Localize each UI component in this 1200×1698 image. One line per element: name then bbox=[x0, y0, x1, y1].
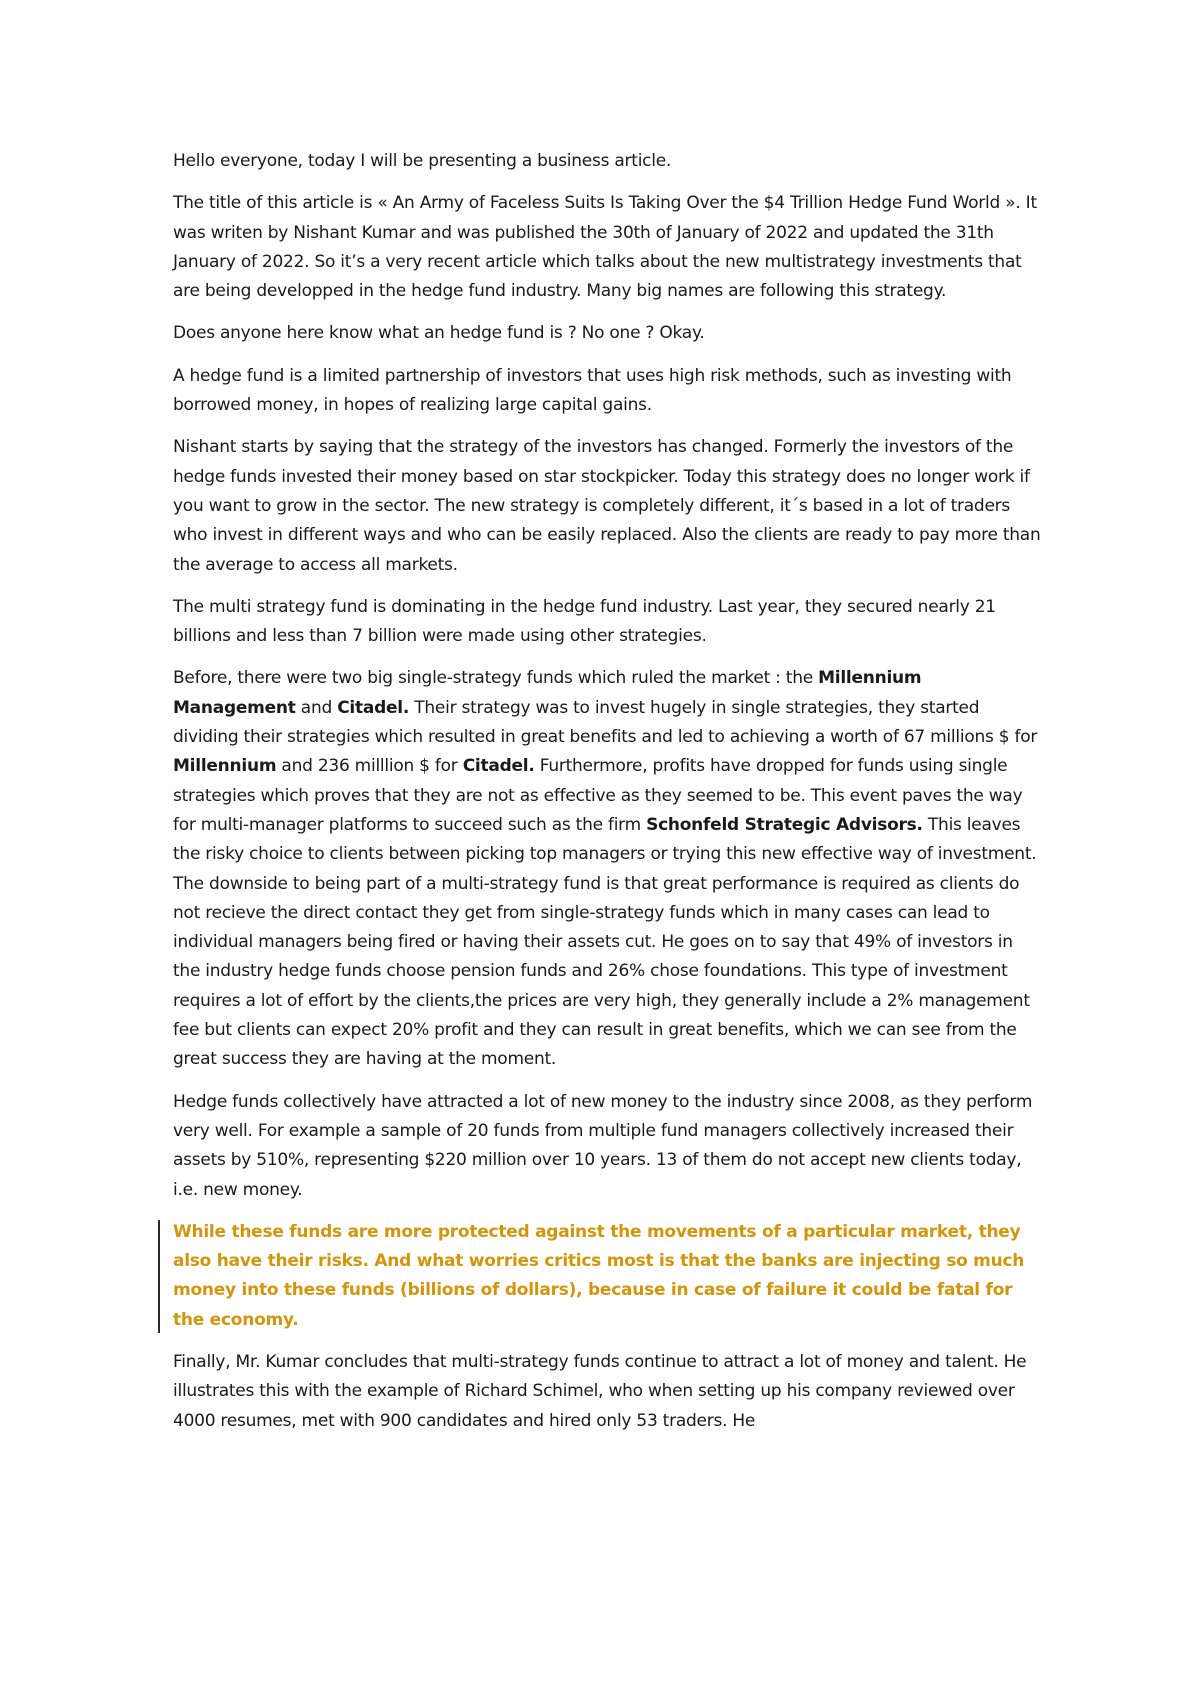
paragraph-text: Hello everyone, today I will be presenting a business article. bbox=[173, 151, 672, 171]
text-run: This leaves the risky choice to clients between picking top managers or trying this new effective way of investment. The downside to being part of a multi-strategy fund is that great performance is required as clients do not recieve the direct contact they get from single-strategy funds which in many cases can lead to individual managers being fired or having their assets cut. He goes on to say that 49% of investors in the industry hedge funds choose pension funds and 26% chose foundations. This type of investment requires a lot of effort by the clients,the prices are very high, they generally include a 2% management fee but clients can expect 20% profit and they can result in great benefits, which we can see from the great success they are having at the moment. bbox=[173, 814, 1037, 1070]
paragraph-hedge-funds-growth bbox=[173, 1088, 1045, 1205]
paragraph-text: Hedge funds collectively have attracted a lot of new money to the industry since 2008, as they perform very well. For example a sample of 20 funds from multiple fund managers collectively increased their assets by 510%, representing $220 million over 10 years. 13 of them do not accept new clients today, i.e. new money. bbox=[173, 1091, 1033, 1200]
paragraph-strategy-change bbox=[173, 433, 1045, 579]
paragraph-question bbox=[173, 319, 1045, 348]
bold-run: Schonfeld Strategic Advisors. bbox=[646, 814, 923, 835]
text-run: Furthermore, profits have dropped for funds using single strategies which proves that they are not as effective as they seemed to be. This event paves the way for multi-manager platforms to succeed such as the firm bbox=[173, 756, 1023, 835]
paragraph-conclusion bbox=[173, 1348, 1045, 1436]
text-run: and 236 milllion $ for bbox=[276, 756, 463, 777]
paragraph-single-strategy-funds bbox=[173, 664, 1045, 1074]
text-run: Their strategy was to invest hugely in single strategies, they started dividing their strategies which resulted in great benefits and led to achieving a worth of 67 millions $ for bbox=[173, 697, 1038, 748]
paragraph-article-title bbox=[173, 189, 1045, 306]
revision-change-bar bbox=[158, 1220, 160, 1333]
paragraph-multi-strategy bbox=[173, 593, 1045, 652]
bold-run: Millennium Management bbox=[173, 668, 922, 718]
bold-run: Citadel. bbox=[462, 756, 535, 777]
text-run: Before, there were two big single-strategy funds which ruled the market : the bbox=[173, 668, 819, 689]
paragraph-text: Does anyone here know what an hedge fund is ? No one ? Okay. bbox=[173, 323, 705, 344]
paragraph-definition bbox=[173, 362, 1045, 421]
document-body bbox=[173, 147, 1045, 1449]
paragraph-text: A hedge fund is a limited partnership of investors that uses high risk methods, such as investing with borrowed money, in hopes of realizing large capital gains. bbox=[173, 365, 1012, 416]
bold-run: Citadel. bbox=[337, 697, 410, 718]
paragraph-text: The title of this article is « An Army of Faceless Suits Is Taking Over the $4 Trillion Hedge Fund World ». It was writen by Nishant Kumar and was published the 30th of January of 2022 and updated the 31th January of 2022. So it’s a very recent article which talks about the new multistrategy investments that are being developped in the hedge fund industry. Many big names are following this strategy. bbox=[173, 193, 1037, 302]
paragraph-text: Finally, Mr. Kumar concludes that multi-strategy funds continue to attract a lot of money and talent. He illustrates this with the example of Richard Schimel, who when setting up his company reviewed over 4000 resumes, met with 900 candidates and hired only 53 traders. He bbox=[173, 1351, 1027, 1431]
paragraph-greeting bbox=[173, 147, 1045, 176]
paragraph-text: While these funds are more protected against the movements of a particular market, they also have their risks. And what worries critics most is that the banks are injecting so much money into these funds (billions of dollars), because in case of failure it could be fatal for the economy. bbox=[173, 1221, 1025, 1330]
paragraph-risks-highlight bbox=[173, 1218, 1045, 1335]
paragraph-text: The multi strategy fund is dominating in the hedge fund industry. Last year, they secured nearly 21 billions and less than 7 billion were made using other strategies. bbox=[173, 596, 996, 647]
text-run: and bbox=[295, 697, 338, 718]
paragraph-text: Nishant starts by saying that the strategy of the investors has changed. Formerly the investors of the hedge funds invested their money based on star stockpicker. Today this strategy does no longer work if you want to grow in the sector. The new strategy is completely different, it´s based in a lot of traders who invest in different ways and who can be easily replaced. Also the clients are ready to pay more than the average to access all markets. bbox=[173, 437, 1041, 575]
bold-run: Millennium bbox=[173, 756, 277, 777]
